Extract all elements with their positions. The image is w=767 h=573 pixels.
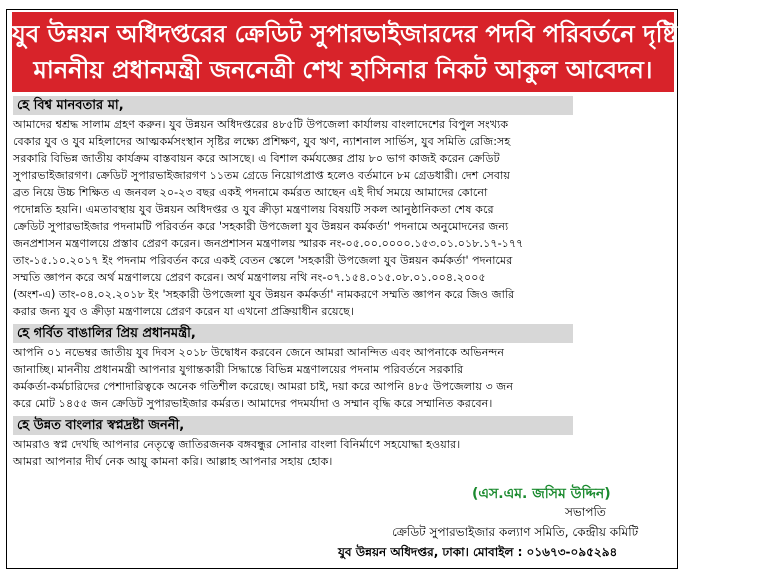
paragraph-line: বেকার যুব ও যুব মহিলাদের আত্মকর্মসংস্থান সৃষ্টির লক্ষ্যে প্রশিক্ষণ, যুব ঋণ, ন্যাশনাল সার্ভিস, যুব সমিতি রেজি:সহ — [13, 135, 511, 148]
headline-banner — [12, 12, 767, 92]
paragraph-line: কর্মকর্তা-কর্মচারিদের পেশাদারিত্বকে অনেক গতিশীল করেছে। আমরা চাই, দয়া করে আপনি ৪৮৫ উপজেলায় ৩ জন — [13, 380, 513, 393]
paragraph-line: আমরাও স্বপ্ন দেখছি আপনার নেতৃত্বে জাতিরজনক বঙ্গবন্ধুর সোনার বাংলা বিনির্মাণে সহযোদ্ধা হওয়ার। — [13, 438, 461, 451]
paragraph-line: ক্রেডিট সুপারভাইজার পদনামটি পরিবর্তন করে 'সহকারী উপজেলা যুব উন্নয়ন কর্মকর্তা' পদনামে অনুমোদনের জন্য — [13, 220, 509, 233]
paragraph-line: করার জন্য যুব ও ক্রীড়া মন্ত্রণালয়ে প্রেরণ করেন যা এখনো প্রক্রিয়াধীন রয়েছে। — [13, 305, 354, 318]
paragraph-line: জানাচ্ছি। মাননীয় প্রধানমন্ত্রী আপনার যুগান্তকারী সিদ্ধান্তে বিভিন্ন মন্ত্রণালয়ের পদনাম পরিবর্তনে সরকারি — [13, 363, 464, 376]
signatory-title: সভাপতি — [565, 505, 606, 519]
paragraph-1 — [13, 116, 675, 320]
salutation-heading-2: হে গর্বিত বাঙালির প্রিয় প্রধানমন্ত্রী, — [13, 324, 573, 343]
paragraph-line: পদোন্নতি হয়নি। এমতাবস্থায় যুব উন্নয়ন অধিদপ্তর ও যুব ক্রীড়া মন্ত্রণালয় বিষয়টি সকল আনুষ্ঠানিকতা শেষ করে — [13, 203, 494, 216]
headline-line-1: যুব উন্নয়ন অধিদপ্তরের ক্রেডিট সুপারভাইজারদের পদবি পরিবর্তনে দৃষ্টি আকর্ষণে — [12, 20, 767, 48]
paragraph-line: আমরা আপনার দীর্ঘ নেক আয়ু কামনা করি। আল্লাহ আপনার সহায় হোক। — [13, 455, 333, 468]
paragraph-line: আপনি ০১ নভেম্বর জাতীয় যুব দিবস ২০১৮ উদ্বোধন করবেন জেনে আমরা আনন্দিত এবং আপনাকে অভিনন্দন — [13, 346, 505, 359]
headline-line-2: মাননীয় প্রধানমন্ত্রী জননেত্রী শেখ হাসিনার নিকট আকুল আবেদন। — [33, 56, 653, 84]
paragraph-line: সুপারভাইজারগণ। ক্রেডিট সুপারভাইজারগণ ১১তম গ্রেডে নিয়োগপ্রাপ্ত হলেও বর্তমানে ৮ম গ্রেডধারী। দেশ সেবায় — [13, 169, 510, 182]
signatory-name: (এস.এম. জসিম উদ্দিন) — [472, 486, 611, 502]
paragraph-line: করে মোট ১৪৫৫ জন ক্রেডিট সুপারভাইজার কর্মরত। আমাদের পদমর্যাদা ও সম্মান বৃদ্ধি করে সম্মানিত করবেন। — [13, 397, 493, 410]
signatory-address: যুব উন্নয়ন অধিদপ্তর, ঢাকা। মোবাইল : ০১৬৭৩-০৯৫২৯৪ — [338, 545, 618, 559]
paragraph-line: সম্মতি জ্ঞাপন করে অর্থ মন্ত্রণালয়ে প্রেরণ করেন। অর্থ মন্ত্রণালয় নথি নং-০৭.১৫৪.০১৫.০৮.০১.০০৪.২০০৫ — [13, 271, 486, 284]
paragraph-2 — [13, 344, 675, 412]
paragraph-line: জনপ্রশাসন মন্ত্রণালয়ে প্রস্তাব প্রেরণ করেন। জনপ্রশাসন মন্ত্রণালয় স্মারক নং-০৫.০০.০০০০.১৫৩.০১.০১৮.১৭-১৭৭ — [13, 237, 524, 250]
paragraph-line: সরকারি বিভিন্ন জাতীয় কার্যক্রম বাস্তবায়ন করে আসছে। এ বিশাল কর্মযজ্ঞের প্রায় ৮০ ভাগ কাজই করেন ক্রেডিট — [13, 152, 500, 165]
paragraph-line: ব্রত নিয়ে উচ্চ শিক্ষিত এ জনবল ২০-২৩ বছর একই পদনামে কর্মরত আছেন এই দীর্ঘ সময়ে আমাদের কোনো — [13, 186, 488, 199]
paragraph-3 — [13, 436, 675, 470]
signatory-organization: ক্রেডিট সুপারভাইজার কল্যাণ সমিতি, কেন্দ্রীয় কমিটি — [392, 525, 639, 539]
salutation-heading-1: হে বিশ্ব মানবতার মা, — [13, 96, 573, 115]
salutation-heading-3: হে উন্নত বাংলার স্বপ্নদ্রষ্টা জননী, — [13, 416, 573, 435]
paragraph-line: তাং-১৫.১০.২০১৭ ইং পদনাম পরিবর্তন করে একই বেতন স্কেলে 'সহকারী উপজেলা যুব উন্নয়ন কর্মকর্তা' পদনামের — [13, 254, 513, 267]
paragraph-line: আমাদের শ্বশ্রদ্ধ সালাম গ্রহণ করুন। যুব উন্নয়ন অধিদপ্তরের ৪৮৫টি উপজেলা কার্যালয় বাংলাদেশের বিপুল সংখ্যক — [13, 118, 509, 131]
paragraph-line: (অংশ-এ) তাং-০৪.০২.২০১৮ ইং 'সহকারী উপজেলা যুব উন্নয়ন কর্মকর্তা' নামকরণে সম্মতি জ্ঞাপন করে জিও জারি — [13, 288, 515, 301]
